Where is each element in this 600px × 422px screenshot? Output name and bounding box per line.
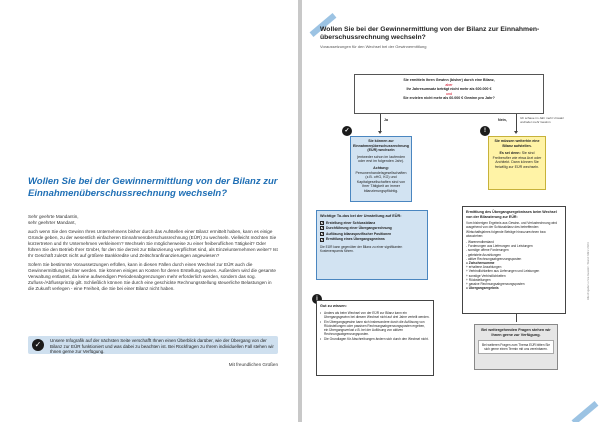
check-icon: ✓ [32, 339, 44, 351]
good-to-know-heading: Gut zu wissen: [320, 304, 347, 308]
list-item: • Anders als beim Wechsel von der EÜR zur Bilanz kann ein Übergangsgewinn bei diesem Wechsel nicht auf drei Jahre verteilt werden. [320, 311, 430, 319]
calculation-row: + Verbindlichkeiten aus Lieferungen und Leistungen [466, 269, 540, 274]
checkbox-icon: ✓ [321, 232, 325, 237]
good-to-know-box [316, 300, 434, 376]
checkbox-icon: ✓ [321, 220, 325, 225]
infographic-title: Wollen Sie bei der Gewinnermittlung von der Bilanz zur Einnahmen-überschussrechnung wechseln? [320, 26, 540, 41]
attention-text: Personenhandelsgesellschaften (z.B. oHG, KG) und Kapitalgesellschaften sind von Ihrer Tätigkeit an immer bilanzierungspflichtig. [355, 170, 407, 193]
or-connector: aber [445, 82, 453, 87]
list-item: • Die Grundlagen für Abschreibungen ändern sich durch den Wechsel nicht. [320, 337, 430, 341]
can-switch-box [350, 136, 412, 202]
calculation-heading: Ermittlung des Übergangsergebnisses beim Wechsel von der Bilanzierung zur EÜR: [466, 210, 557, 219]
faq-text: Bei weiteren Fragen zum Thema EÜR bitten Sie sich gerne einen Termin mit uns vereinbaren. [478, 340, 554, 354]
exception-label: Es sei denn: [499, 151, 521, 156]
list-item: • Ein Übergangsgewinn kann sich insbesondere durch die Auflösung von Rückstellungen oder passiven Rechnungsabgrenzungsposten ergeben, ein Übergangsverlust z.B. bei der Auflösung von aktiven Rechnungsabgrenzungsposten. [320, 320, 430, 336]
left-page [0, 0, 298, 422]
info-callout [28, 336, 278, 354]
can-switch-heading: Sie können zur Einnahmenüberschussrechnung (EÜR) wechseln [353, 139, 409, 153]
paragraph-2: Sofern Sie bestimmte Voraussetzungen erfüllen, kann in diesen Fällen durch einen Wechsel zur EÜR auch die Gewinnermittlung leichter werden. Sie können einiges an Kosten für deren Erstellung sparen. Außerdem wird die gesamte Verwaltung entlastet, da keine aufwendigen Periodenabgrenzungen mehr erforderlich werden, sondern das sog. Zufluss-/Abflussprinzip gilt. Schließlich können Sie durch eine geschickte Rechnungsstellung steuerliche Belastungen in die Zukunft verlegen - eine Freiheit, die Sie bei einer Bilanz nicht haben. [28, 262, 276, 291]
exclamation-icon: ! [480, 126, 490, 136]
todo-item: ✓ Durchführung einer Übergangsrechnung [321, 226, 392, 231]
yes-label: Ja [384, 118, 388, 122]
calculation-row: = Zwischensumme [466, 261, 495, 266]
question-box [354, 74, 544, 114]
flow-line-yes [380, 114, 381, 132]
question-3: Sie erzielen nicht mehr als 60.000 € Gewinn pro Jahr? [403, 96, 495, 101]
calculation-rows [466, 240, 562, 290]
calculation-row: - Forderungen aus Lieferungen und Leistungen [466, 244, 533, 249]
todo-item: ✓ Auflösung bilanzspezifischer Positionen [321, 231, 392, 237]
side-note: Alle Angaben ohne Gewähr. Stand: März 2024 [586, 242, 590, 300]
salutation-2: sehr geehrter Mandant, [28, 220, 76, 225]
arrow-down-icon [378, 131, 382, 134]
calculation-row: + erhaltene Anzahlungen [466, 265, 502, 270]
faq-heading: Bei weitergehenden Fragen stehen wir Ihnen gerne zur Verfügung. [481, 328, 551, 337]
exception-text: Sie sind Freiberufler wie etwa Arzt oder Architekt. Dann können Sie freiwillig zur EÜR wechseln. [492, 151, 542, 169]
arrow-down-icon [514, 131, 518, 134]
calculation-intro: Vom bisherigen Ergebnis aus Gewinn- und Verlustrechnung wird ausgehend von der Schlussbilanz des betreffenden Wirtschaftsjahres folgende Beträge hinzuzurechnen bzw. abzuziehen: [466, 221, 558, 238]
checkbox-icon: ✓ [321, 237, 325, 242]
todo-heading: Wichtige To-dos bei der Umstellung auf EÜR: [320, 214, 402, 218]
lightbulb-icon: i [312, 294, 322, 304]
callout-text: Unsere Infografik auf der nächsten Seite verschafft Ihnen einen Überblick darüber, wie der Übergang von der Bilanz zur EÜR funktioniert und was dabei zu beachten ist. Bei Rückfragen zu Ihrem individuellen Fall stehen wir Ihnen gerne zur Verfügung. [50, 338, 274, 355]
and-connector: und [446, 91, 452, 96]
no-label: Nein, [498, 118, 507, 122]
todo-item: ✓ Erstellung einer Schlussbilanz [321, 220, 376, 225]
calculation-row: - sonstige offene Forderungen [466, 248, 509, 253]
must-balance-heading: Sie müssen weiterhin eine Bilanz aufstellen. [494, 139, 540, 148]
todo-item: ✓ Ermittlung eines Übergangsgewinns [321, 237, 385, 242]
no-note: Ich schaue im Jahr mehr Umsatz und/oder mehr Gewinn [520, 116, 564, 124]
question-2: Ihr Jahresumsatz beträgt nicht mehr als 600.000 € [406, 87, 492, 92]
calculation-box [462, 206, 566, 314]
letter-body [28, 214, 278, 295]
check-icon: ✓ [342, 126, 352, 136]
calculation-row: + passive Rechnungsabgrenzungsposten [466, 282, 525, 287]
todo-footnote: Die EÜR kann gegenüber der Bilanz zu einer signifikanten Kostenersparnis führen. [320, 244, 403, 253]
calculation-row: + sonstige Verbindlichkeiten [466, 273, 506, 278]
can-switch-text: (entweder schon im laufenden oder erst im folgenden Jahr). [356, 154, 406, 164]
faq-box [474, 324, 558, 370]
calculation-row: - aktive Rechnungsabgrenzungsposten [466, 256, 522, 261]
salutation-1: Sehr geehrte Mandantin, [28, 214, 79, 219]
todo-box [316, 210, 428, 280]
attention-label: Achtung: [373, 165, 389, 170]
calculation-row: - Warenendbestand [466, 240, 494, 244]
calculation-row: + Rückstellungen [466, 277, 491, 282]
corner-ribbon-bottom [572, 401, 599, 422]
closing-regards: Mit freundlichen Grüßen [228, 362, 278, 367]
infographic-subtitle: Voraussetzungen für den Wechsel bei der Gewinnermittlung [320, 44, 427, 49]
paragraph-1: auch wenn Sie den Gewinn Ihres Unternehmens bisher durch das Aufstellen einer Bilanz ermittelt haben, kann es einige Gründe geben, zu der wesentlich einfacheren Einnahmenüberschussrechnung (EÜR) zu wechseln. Vielleicht möchten Sie kürzertreten und Ihr Unternehmen verkleinern? Wechseln Sie möglicherweise zu einer freiberuflichen Tätigkeit? Oder führen Sie den Betrieb Ihrer GmbH, für den Sie derzeit zur Bilanzierung verpflichtet sind, als Einzelunternehmen weiter? Ist Ihr Geschäft zuletzt nicht auf größere Bankkredite und Zeitschranfinanzierungen angewiesen? [28, 229, 278, 258]
right-page [302, 0, 600, 422]
flow-line-no [516, 114, 517, 132]
checkbox-icon: ✓ [321, 226, 325, 231]
calculation-row: = Übergangsergebnis [466, 286, 499, 291]
question-1: Sie ermitteln Ihren Gewinn (bisher) durch eine Bilanz, [403, 78, 495, 82]
page-title: Wollen Sie bei der Gewinnermittlung von der Bilanz zur Einnahmenüberschussrechnung wechseln? [28, 176, 278, 199]
flow-line-faq [516, 314, 517, 322]
calculation-row: - geleistete Anzahlungen [466, 252, 501, 257]
must-balance-box [488, 136, 546, 190]
